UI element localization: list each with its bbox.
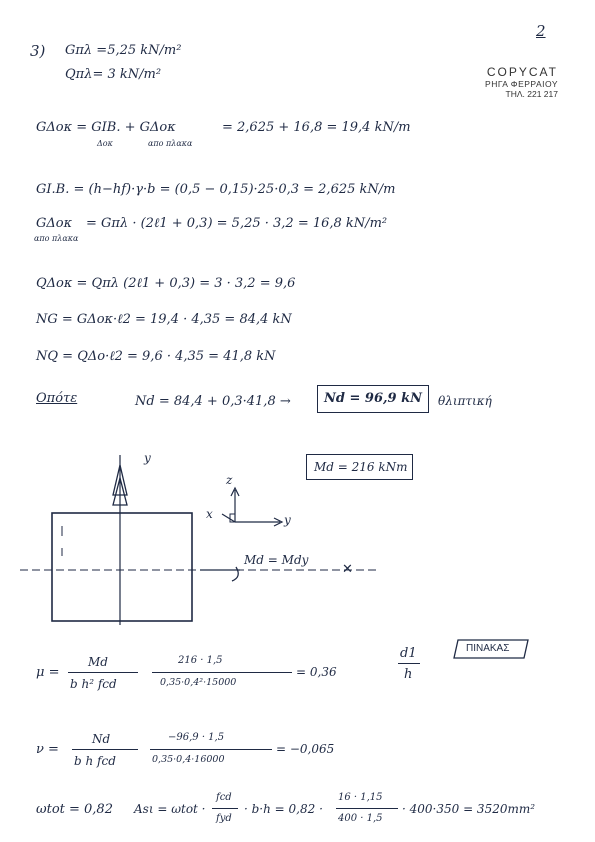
moment-label: Md = Mdy bbox=[244, 553, 309, 567]
q-beam: QΔοκ = Qπλ (2ℓ1 + 0,3) = 3 · 3,2 = 9,6 bbox=[36, 276, 296, 291]
live-load-slab: Qπλ= 3 kN/m² bbox=[65, 67, 162, 82]
nu-den: b h fcd bbox=[74, 754, 116, 768]
mu-den: b h² fcd bbox=[70, 677, 117, 691]
omega-total: ωtot = 0,82 bbox=[36, 802, 113, 817]
mu-den-values: 0,35·0,4²·15000 bbox=[160, 677, 237, 688]
axis-cross-mark: ✕ bbox=[342, 562, 353, 577]
axis-x-label: x bbox=[206, 507, 213, 521]
as-frac-num: 16 · 1,15 bbox=[338, 792, 383, 803]
ratio-den: h bbox=[404, 667, 413, 682]
table-ref: ΠΙΝΑΚΑΣ bbox=[466, 643, 510, 654]
stamp-name: COPYCAT bbox=[486, 65, 558, 79]
as-mid: · b·h = 0,82 · bbox=[244, 802, 323, 816]
section-y-label: y bbox=[144, 451, 151, 465]
fcd-label: fcd bbox=[216, 792, 232, 803]
item-number: 3) bbox=[30, 42, 46, 60]
axis-y-label: y bbox=[284, 513, 291, 527]
mu-result: = 0,36 bbox=[296, 665, 337, 679]
g-slab-lhs: GΔοκ bbox=[36, 216, 73, 231]
g-self-weight: GΙ.Β. = (h−hf)·γ·b = (0,5 − 0,15)·25·0,3 = 2,625 kN/m bbox=[36, 182, 396, 197]
as-frac-den: 400 · 1,5 bbox=[338, 813, 383, 824]
g-beam-sub-beam: Δοκ bbox=[97, 139, 113, 148]
stamp-phone: ΤΗΛ. 221 217 bbox=[505, 88, 558, 99]
ratio-line bbox=[398, 663, 420, 664]
nu-den-values: 0,35·0,4·16000 bbox=[152, 754, 225, 765]
md-result: Md = 216 kNm bbox=[314, 460, 408, 474]
as-lhs: Asι = ωtot · bbox=[134, 802, 206, 816]
g-beam-total-lhs: GΔοκ = GΙΒ. + GΔοκ bbox=[36, 120, 176, 135]
dead-load-slab: Gπλ =5,25 kN/m² bbox=[65, 43, 182, 58]
nd-note: θλιπτική bbox=[438, 394, 492, 408]
opote-label: Οπότε bbox=[36, 391, 78, 406]
nu-num: Nd bbox=[92, 732, 111, 746]
g-beam-total-rhs: = 2,625 + 16,8 = 19,4 kN/m bbox=[222, 120, 411, 135]
nd-result: Nd = 96,9 kN bbox=[324, 391, 422, 406]
mu-num: Md bbox=[88, 655, 108, 669]
nu-result: = −0,065 bbox=[276, 742, 335, 756]
nu-lhs: ν = bbox=[36, 742, 59, 757]
as-frac-line bbox=[336, 808, 398, 809]
mu-num-values: 216 · 1,5 bbox=[178, 655, 223, 666]
g-slab-sub: απο πλακα bbox=[34, 234, 79, 243]
mu-values-line bbox=[152, 672, 292, 673]
stamp-owner: ΡΗΓΑ ΦΕΡΡΑΙΟΥ bbox=[485, 78, 558, 89]
as-result: · 400·350 = 3520mm² bbox=[402, 802, 536, 816]
g-slab-rhs: = Gπλ · (2ℓ1 + 0,3) = 5,25 · 3,2 = 16,8 kN/m² bbox=[86, 216, 388, 231]
nd-expression: Nd = 84,4 + 0,3·41,8 → bbox=[135, 394, 291, 409]
mu-fraction-line bbox=[68, 672, 138, 673]
g-beam-sub-slab: απο πλακα bbox=[148, 139, 193, 148]
nu-fraction-line bbox=[72, 749, 138, 750]
nu-num-values: −96,9 · 1,5 bbox=[168, 732, 225, 743]
mu-lhs: μ = bbox=[36, 665, 60, 680]
n-live: NQ = QΔο·ℓ2 = 9,6 · 4,35 = 41,8 kN bbox=[36, 349, 276, 364]
fyd-label: fyd bbox=[216, 813, 232, 824]
axis-z-label: z bbox=[226, 473, 233, 487]
page-number: 2 bbox=[536, 22, 546, 40]
ratio-num: d1 bbox=[400, 646, 417, 661]
section-outline bbox=[52, 513, 192, 621]
moment-arrow bbox=[232, 567, 238, 581]
n-dead: NG = GΔοκ·ℓ2 = 19,4 · 4,35 = 84,4 kN bbox=[36, 312, 292, 327]
fcd-fyd-line bbox=[212, 808, 238, 809]
nu-values-line bbox=[150, 749, 272, 750]
